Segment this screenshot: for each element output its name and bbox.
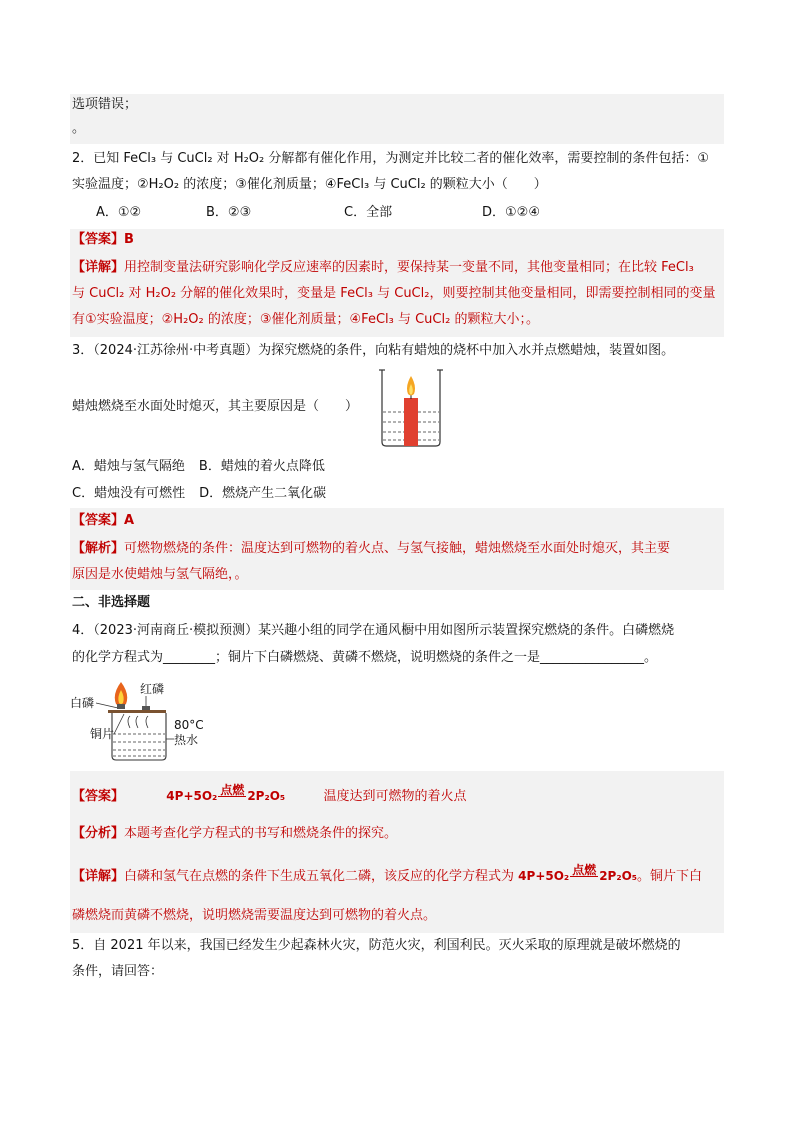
q2-detail-line3: 有①实验温度；②H₂O₂ 的浓度；③催化剂质量；④FeCl₃ 与 CuCl₂ 的颗粒大小；。 <box>72 312 539 327</box>
q2-stem-line1: 2．已知 FeCl₃ 与 CuCl₂ 对 H₂O₂ 分解都有催化作用，为测定并比较二者的催化效率，需要控制的条件包括：① <box>72 151 710 166</box>
analysis-text: 可燃物燃烧的条件：温度达到可燃物的着火点、与氢气接触，蜡烛燃烧至水面处时熄灭，其主要 <box>124 541 671 556</box>
q4-analysis-line <box>72 823 397 845</box>
section-heading: 二、非选择题 <box>72 595 151 610</box>
q3-options-row2 <box>72 483 326 505</box>
eq-arrow <box>218 783 246 797</box>
white-p-chunk <box>117 704 125 709</box>
answer-blank2: 温度达到可燃物的着火点 <box>323 789 467 804</box>
q1-tail-line2: 。 <box>72 121 86 136</box>
beaker-icon <box>112 713 166 760</box>
q4-detail-line2: 磷燃烧而黄磷不燃烧，说明燃烧需要温度达到可燃物的着火点。 <box>72 908 437 923</box>
q3-answer-line <box>72 510 134 532</box>
eq-right: 2P₂O₅ <box>599 869 638 883</box>
q3-analysis-line1 <box>72 538 670 560</box>
q3-stem-line2: 蜡烛燃烧至水面处时熄灭，其主要原因是（ ） <box>72 399 359 414</box>
eq-arrow <box>570 863 598 877</box>
answer-value: B <box>124 232 134 247</box>
q2-stem-line2: 实验温度；②H₂O₂ 的浓度；③催化剂质量；④FeCl₃ 与 CuCl₂ 的颗粒大小（ ） <box>72 177 547 192</box>
white-p-under <box>128 716 148 728</box>
q2-option-c: C．全部 <box>344 205 393 220</box>
label-hot-water: 热水 <box>174 733 199 747</box>
q2-answer-block <box>70 229 724 337</box>
q4-stem-line1: 4．（2023·河南商丘·模拟预测）某兴趣小组的同学在通风橱中用如图所示装置探究燃烧的条件。白磷燃烧 <box>72 623 675 638</box>
q5-stem-line2: 条件，请回答： <box>72 964 164 979</box>
detail-text-a: 白磷和氢气在点燃的条件下生成五氧化二磷，该反应的化学方程式为 <box>124 869 515 884</box>
answer-value: A <box>124 513 135 528</box>
q2-answer-line <box>72 229 134 251</box>
eq-left: 4P+5O₂ <box>166 789 218 803</box>
label-red-phosphorus: 红磷 <box>140 682 165 696</box>
analysis-label: 【解析】 <box>72 541 125 556</box>
answer-label: 【答案】 <box>72 513 125 528</box>
q3-stem-line1: 3．（2024·江苏徐州·中考真题）为探究燃烧的条件，向粘有蜡烛的烧杯中加入水并点燃蜡烛，装置如图。 <box>72 343 675 358</box>
equation <box>166 785 285 807</box>
label-copper: 铜片 <box>90 727 115 741</box>
q4-answer-block <box>70 771 724 933</box>
candle-icon <box>404 376 418 446</box>
q3-option-b: B．蜡烛的着火点降低 <box>198 459 325 474</box>
detail-label: 【详解】 <box>72 260 125 275</box>
q2-option-b: B．②③ <box>206 205 252 220</box>
copper-plate <box>108 710 166 713</box>
analysis-label: 【分析】 <box>72 826 125 841</box>
label-temperature: 80°C <box>174 718 204 732</box>
q3-options-row1 <box>72 456 325 478</box>
q3-option-a: A．蜡烛与氢气隔绝 <box>72 459 185 474</box>
q3-answer-block <box>70 508 724 590</box>
q4-stem-line2: 的化学方程式为________；铜片下白磷燃烧、黄磷不燃烧，说明燃烧的条件之一是________________。 <box>72 650 658 665</box>
detail-text-b: 。铜片下白 <box>637 869 703 884</box>
answer-label: 【答案】 <box>72 232 125 247</box>
eq-condition: 点燃 <box>572 863 597 877</box>
label-white-phosphorus: 白磷 <box>70 696 95 710</box>
answer-label: 【答案】 <box>72 789 125 804</box>
eq-right: 2P₂O₅ <box>247 789 286 803</box>
q2-detail-line2: 与 CuCl₂ 对 H₂O₂ 分解的催化效果时，变量是 FeCl₃ 与 CuCl₂，则要控制其他变量相同，即需要控制相同的变量 <box>72 286 716 301</box>
q2-option-a: A．①② <box>96 205 142 220</box>
phosphorus-apparatus-figure <box>68 676 218 764</box>
analysis-text: 本题考查化学方程式的书写和燃烧条件的探究。 <box>124 826 398 841</box>
eq-left: 4P+5O₂ <box>518 869 570 883</box>
q2-options <box>96 202 540 224</box>
q3-analysis-line2: 原因是水使蜡烛与氢气隔绝，。 <box>72 567 248 582</box>
equation <box>518 865 637 887</box>
red-p-chunk <box>142 706 150 710</box>
flame-icon <box>115 682 127 706</box>
q2-option-d: D．①②④ <box>482 205 540 220</box>
q4-detail-line1 <box>72 865 702 888</box>
q3-option-c: C．蜡烛没有可燃性 <box>72 486 186 501</box>
detail-label: 【详解】 <box>72 869 125 884</box>
q4-answer-line <box>72 785 466 808</box>
q1-tail-line1: 选项错误； <box>72 97 138 112</box>
q1-tail-block <box>70 94 724 144</box>
q3-option-d: D．燃烧产生二氧化碳 <box>199 486 327 501</box>
q5-stem-line1: 5．自 2021 年以来，我国已经发生少起森林火灾，防范火灾，利国利民。灭火采取的原理就是破坏燃烧的 <box>72 938 681 953</box>
water-lines <box>113 734 165 756</box>
beaker-candle-figure <box>376 366 446 448</box>
q2-detail-line1 <box>72 257 694 279</box>
detail-text: 用控制变量法研究影响化学反应速率的因素时，要保持某一变量不同，其他变量相同；在比较 FeCl₃ <box>124 260 694 275</box>
eq-condition: 点燃 <box>220 783 245 797</box>
